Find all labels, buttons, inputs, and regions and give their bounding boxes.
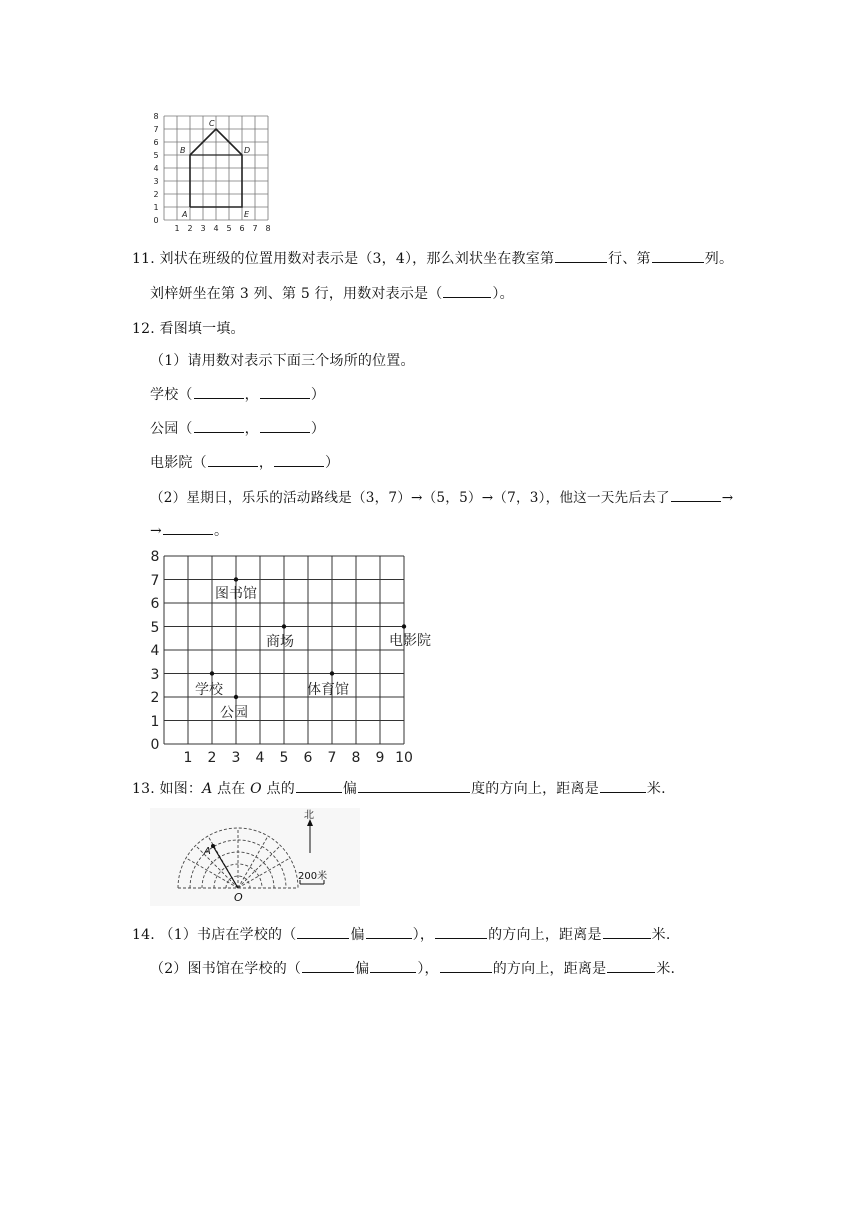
tick-y-8: 8 — [153, 112, 159, 121]
q12-part1: （1）请用数对表示下面三个场所的位置。 — [150, 353, 415, 369]
dot-library — [234, 577, 238, 581]
point-b-label: B — [180, 146, 186, 155]
map-tick-x-3: 3 — [231, 750, 241, 766]
label-park: 公园 — [220, 705, 248, 721]
label-library: 图书馆 — [215, 586, 257, 602]
scale-label: 200米 — [298, 871, 328, 882]
compass-point-a — [211, 844, 215, 848]
q13-blank-angle[interactable] — [358, 778, 470, 793]
dot-mall — [282, 624, 286, 628]
school-blank-y[interactable] — [260, 384, 310, 399]
q14-1-blank-dir2[interactable] — [366, 924, 412, 939]
park-blank-x[interactable] — [194, 418, 244, 433]
tick-y-0: 0 — [153, 216, 159, 225]
map-tick-x-10: 10 — [395, 750, 413, 766]
map-tick-x-9: 9 — [375, 750, 385, 766]
q14-1-blank-dir1[interactable] — [297, 924, 349, 939]
point-d-label: D — [244, 146, 251, 155]
q14-2-blank-dir2[interactable] — [370, 958, 416, 973]
park-blank-y[interactable] — [260, 418, 310, 433]
tick-y-1: 1 — [153, 203, 159, 212]
place-school: 学校（ ， ） — [150, 384, 325, 404]
map-tick-y-1: 1 — [150, 714, 160, 730]
map-tick-y-4: 4 — [150, 643, 160, 659]
dot-park — [234, 695, 238, 699]
map-grid-figure — [146, 546, 438, 768]
compass-a-label: A — [204, 846, 211, 857]
tick-y-2: 2 — [153, 190, 159, 199]
dot-school — [210, 671, 214, 675]
label-school: 学校 — [195, 682, 223, 698]
tick-x-4: 4 — [213, 224, 219, 233]
map-tick-x-2: 2 — [207, 750, 217, 766]
dot-gym — [330, 671, 334, 675]
q11-line2: 刘梓妍坐在第 3 列、第 5 行，用数对表示是（ ）。 — [150, 283, 514, 303]
compass-figure — [150, 808, 360, 906]
tick-x-7: 7 — [252, 224, 258, 233]
cinema-blank-x[interactable] — [208, 452, 258, 467]
q14-2-blank-angle[interactable] — [440, 958, 492, 973]
tick-x-3: 3 — [200, 224, 206, 233]
q14-1-blank-distance[interactable] — [603, 924, 651, 939]
map-tick-x-8: 8 — [351, 750, 361, 766]
point-a-label: A — [182, 210, 188, 219]
map-tick-y-8: 8 — [150, 549, 160, 565]
point-c-label: C — [209, 119, 215, 128]
place-cinema: 电影院（ ， ） — [150, 452, 339, 472]
q14-row1: 14. （1）书店在学校的（ 偏 ）， 的方向上，距离是 米. — [132, 924, 671, 944]
q13-blank-dir1[interactable] — [296, 778, 342, 793]
map-tick-y-0: 0 — [150, 737, 160, 753]
q12-title: 12. 看图填一填。 — [132, 321, 245, 337]
north-label: 北 — [304, 810, 314, 821]
tick-x-6: 6 — [239, 224, 245, 233]
q12-part2-line1: （2）星期日，乐乐的活动路线是（3，7）→（5，5）→（7，3），他这一天先后去了 → — [150, 486, 733, 506]
tick-y-5: 5 — [153, 151, 159, 160]
tick-x-1: 1 — [174, 224, 180, 233]
place-park: 公园（ ， ） — [150, 418, 325, 438]
tick-y-6: 6 — [153, 138, 159, 147]
map-tick-x-1: 1 — [183, 750, 193, 766]
tick-y-7: 7 — [153, 125, 159, 134]
q14-row2: （2）图书馆在学校的（ 偏 ）， 的方向上，距离是 米. — [150, 958, 675, 978]
q11-blank-row[interactable] — [555, 248, 607, 263]
tick-y-4: 4 — [153, 164, 159, 173]
compass-o-label: O — [234, 891, 243, 904]
map-tick-x-7: 7 — [327, 750, 337, 766]
label-cinema: 电影院 — [389, 633, 431, 649]
map-tick-y-5: 5 — [150, 620, 160, 636]
q11-blank-col[interactable] — [652, 248, 704, 263]
q11-number: 11. — [132, 251, 155, 267]
q11-blank-pair[interactable] — [443, 283, 491, 298]
tick-x-5: 5 — [226, 224, 232, 233]
map-tick-y-3: 3 — [150, 667, 160, 683]
point-e-label: E — [244, 210, 250, 219]
dot-cinema — [402, 624, 406, 628]
q13-number: 13. — [132, 781, 155, 797]
map-tick-y-6: 6 — [150, 596, 160, 612]
house-grid-figure — [146, 110, 278, 236]
map-tick-x-6: 6 — [303, 750, 313, 766]
tick-x-2: 2 — [187, 224, 193, 233]
q14-number: 14. — [132, 927, 155, 943]
q13-line: 13. 如图：A 点在 O 点的 偏 度的方向上，距离是 米. — [132, 778, 666, 798]
map-tick-x-4: 4 — [255, 750, 265, 766]
map-tick-y-2: 2 — [150, 690, 160, 706]
q13-blank-distance[interactable] — [600, 778, 646, 793]
q14-1-blank-angle[interactable] — [435, 924, 487, 939]
label-gym: 体育馆 — [307, 682, 349, 698]
q14-2-blank-distance[interactable] — [607, 958, 655, 973]
route-blank-3[interactable] — [163, 520, 213, 535]
map-tick-x-5: 5 — [279, 750, 289, 766]
q14-2-blank-dir1[interactable] — [302, 958, 354, 973]
map-tick-y-7: 7 — [150, 573, 160, 589]
label-mall: 商场 — [266, 634, 294, 650]
q11-line1: 11. 刘状在班级的位置用数对表示是（3，4），那么刘状坐在教室第 行、第 列。 — [132, 248, 733, 268]
q12-part2-line2: → 。 — [150, 520, 228, 540]
cinema-blank-y[interactable] — [274, 452, 324, 467]
route-blank-1[interactable] — [671, 487, 721, 502]
q12-number: 12. — [132, 321, 155, 337]
tick-y-3: 3 — [153, 177, 159, 186]
tick-x-8: 8 — [265, 224, 271, 233]
school-blank-x[interactable] — [194, 384, 244, 399]
